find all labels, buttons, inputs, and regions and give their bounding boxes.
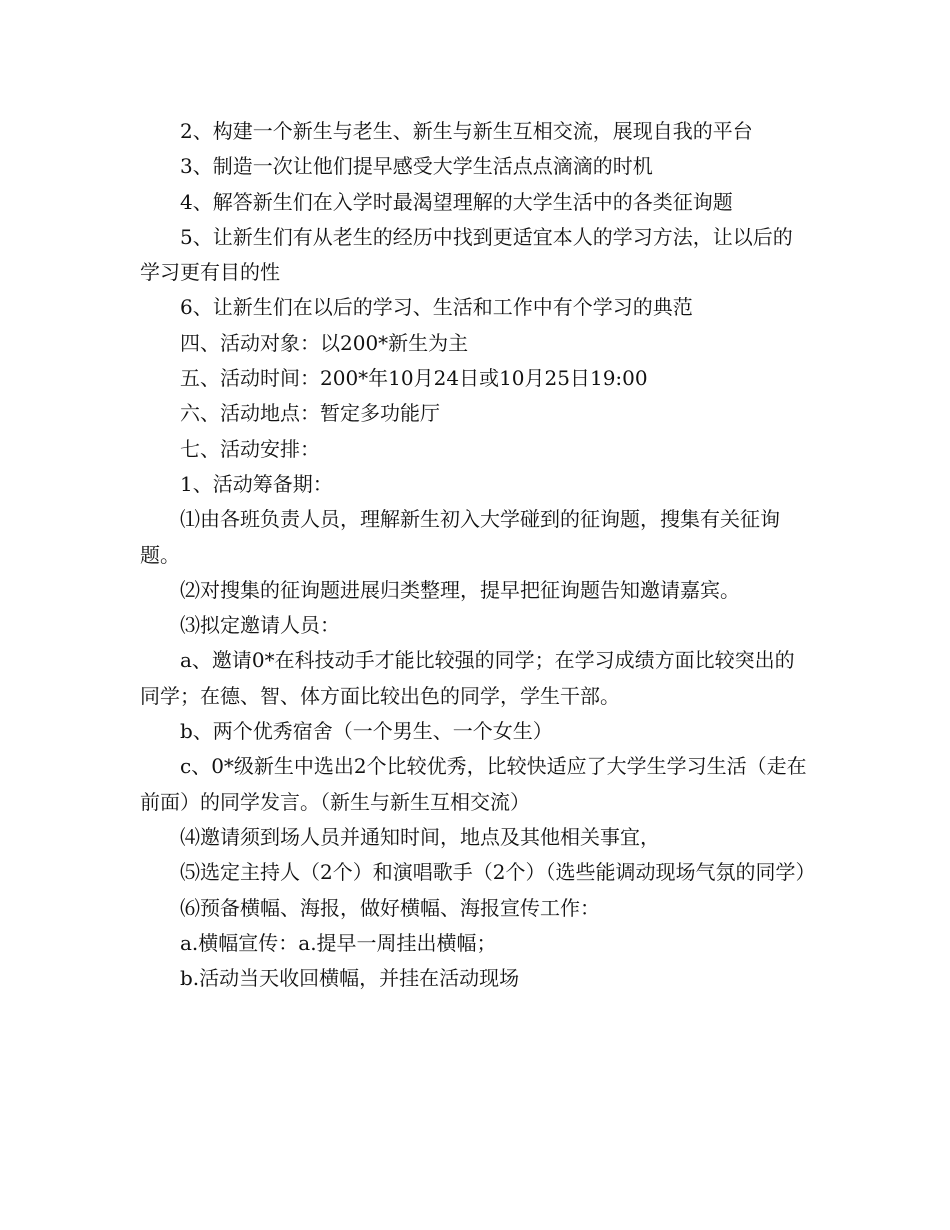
paragraph-step-1: ⑴由各班负责人员，理解新生初入大学碰到的征询题，搜集有关征询题。 — [140, 507, 780, 567]
paragraph-step-4: ⑷邀请须到场人员并通知时间，地点及其他相关事宜， — [180, 824, 660, 849]
section-heading-audience: 四、活动对象：以200*新生为主 — [180, 330, 469, 355]
paragraph-item-a: a、邀请0*在科技动手才能比较强的同学；在学习成绩方面比较突出的同学；在德、智、体方面比较出色的同学，学生干部。 — [140, 648, 795, 708]
paragraph-step-2: ⑵对搜集的征询题进展归类整理，提早把征询题告知邀请嘉宾。 — [180, 577, 740, 602]
section-heading-location: 六、活动地点：暂定多功能厅 — [180, 401, 440, 426]
document-body — [140, 114, 816, 996]
paragraph-objective-2: 2、构建一个新生与老生、新生与新生互相交流，展现自我的平台 — [180, 119, 753, 143]
paragraph-objective-3: 3、制造一次让他们提早感受大学生活点点滴滴的时机 — [180, 154, 653, 179]
paragraph-objective-6: 6、让新生们在以后的学习、生活和工作中有个学习的典范 — [180, 295, 693, 320]
paragraph-step-5: ⑸选定主持人（2个）和演唱歌手（2个）（选些能调动现场气氛的同学） — [180, 860, 816, 885]
paragraph-banner-a: a.横幅宣传：a.提早一周挂出横幅； — [180, 930, 497, 955]
paragraph-item-c: c、0*级新生中选出2个比较优秀，比较快适应了大学生学习生活（走在前面）的同学发言。（新生与新生互相交流） — [140, 754, 807, 814]
paragraph-objective-4: 4、解答新生们在入学时最渴望理解的大学生活中的各类征询题 — [180, 189, 733, 214]
paragraph-objective-5: 5、让新生们有从老生的经历中找到更适宜本人的学习方法，让以后的学习更有目的性 — [140, 224, 793, 285]
section-heading-arrangement: 七、活动安排： — [180, 436, 320, 461]
paragraph-item-b: b、两个优秀宿舍（一个男生、一个女生） — [180, 719, 553, 744]
paragraph-step-3: ⑶拟定邀请人员： — [180, 613, 340, 638]
section-heading-time: 五、活动时间：200*年10月24日或10月25日19:00 — [180, 366, 648, 391]
paragraph-step-6: ⑹预备横幅、海报，做好横幅、海报宣传工作： — [180, 895, 600, 920]
paragraph-banner-b: b.活动当天收回横幅，并挂在活动现场 — [180, 966, 520, 991]
subheading-preparation: 1、活动筹备期： — [180, 471, 333, 496]
